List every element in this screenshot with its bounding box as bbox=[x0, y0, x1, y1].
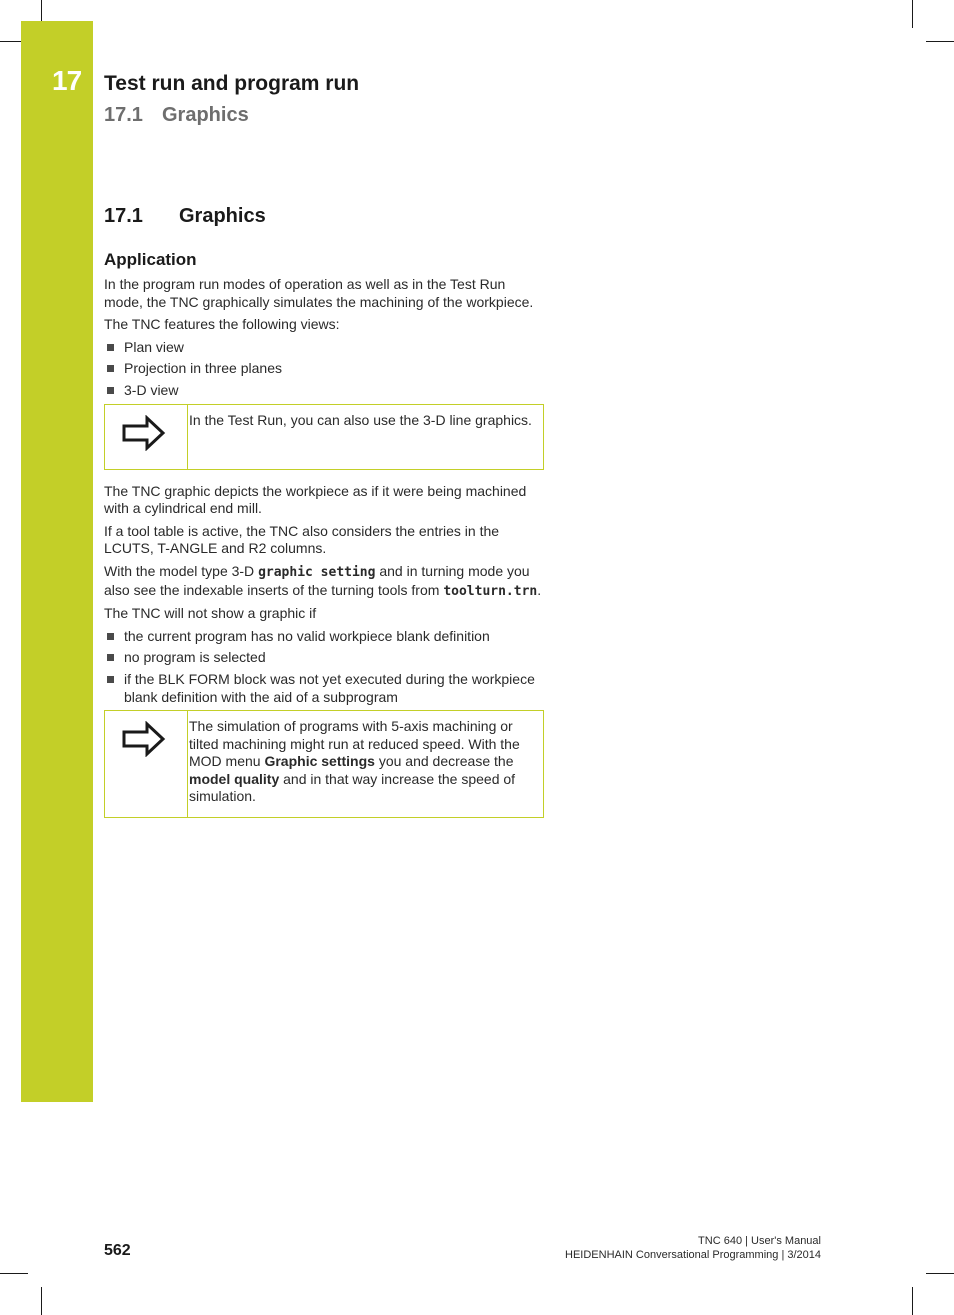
note-box bbox=[104, 710, 544, 818]
list-item: no program is selected bbox=[104, 649, 544, 667]
square-bullet-icon bbox=[107, 676, 114, 683]
footer-line-manual: TNC 640 | User's Manual bbox=[698, 1235, 821, 1247]
graphic-setting-term: graphic setting bbox=[258, 564, 376, 580]
chapter-number: 17 bbox=[52, 65, 82, 96]
views-list bbox=[104, 339, 544, 400]
list-item: 3-D view bbox=[104, 382, 544, 400]
list-item: the current program has no valid workpiece blank definition bbox=[104, 628, 544, 646]
chapter-section-number: 17.1 bbox=[104, 104, 143, 126]
square-bullet-icon bbox=[107, 387, 114, 394]
note-icon-cell bbox=[105, 711, 188, 817]
square-bullet-icon bbox=[107, 654, 114, 661]
model-paragraph: With the model type 3-D graphic setting and in turning mode you also see the indexable inserts of the turning tools from toolturn.trn. bbox=[104, 562, 542, 599]
crop-mark bbox=[41, 1287, 42, 1315]
no-graphic-intro: The TNC will not show a graphic if bbox=[104, 605, 317, 622]
arrow-right-outline-icon bbox=[121, 721, 167, 757]
note-text: The simulation of programs with 5-axis machining or tilted machining might run at reduced speed. With the MOD menu Graphic settings you and decrease the model quality and in that way increase the speed of simulation. bbox=[189, 718, 520, 805]
filename-term: toolturn.trn bbox=[443, 583, 538, 599]
crop-mark bbox=[926, 41, 954, 42]
crop-mark bbox=[912, 0, 913, 28]
crop-mark bbox=[0, 1273, 28, 1274]
list-item: Projection in three planes bbox=[104, 360, 544, 378]
depicts-paragraph: The TNC graphic depicts the workpiece as if it were being machined with a cylindrical end mill. bbox=[104, 482, 527, 517]
square-bullet-icon bbox=[107, 365, 114, 372]
chapter-section-heading bbox=[104, 104, 249, 127]
note-icon-cell bbox=[105, 405, 188, 469]
note-box bbox=[104, 404, 544, 470]
main-content bbox=[104, 205, 544, 831]
footer-line-publisher: HEIDENHAIN Conversational Programming | 3/2014 bbox=[565, 1249, 821, 1261]
no-graphic-list bbox=[104, 628, 544, 706]
chapter-title: Test run and program run bbox=[104, 72, 360, 95]
section-heading bbox=[104, 205, 544, 228]
square-bullet-icon bbox=[107, 344, 114, 351]
intro-paragraph: In the program run modes of operation as well as in the Test Run mode, the TNC graphically simulates the machining of the workpiece. bbox=[104, 276, 534, 310]
views-intro: The TNC features the following views: bbox=[104, 316, 340, 333]
square-bullet-icon bbox=[107, 633, 114, 640]
footer-info bbox=[565, 1234, 821, 1262]
chapter-sidebar bbox=[21, 21, 93, 1102]
tooltable-paragraph: If a tool table is active, the TNC also considers the entries in the LCUTS, T-ANGLE and R2 columns. bbox=[104, 522, 500, 557]
section-title: Graphics bbox=[179, 205, 266, 227]
note-text: In the Test Run, you can also use the 3-D line graphics. bbox=[189, 411, 532, 428]
list-item: if the BLK FORM block was not yet executed during the workpiece blank definition with the aid of a subprogram bbox=[104, 671, 544, 706]
section-number: 17.1 bbox=[104, 205, 143, 227]
crop-mark bbox=[926, 1273, 954, 1274]
subheading-application: Application bbox=[104, 250, 197, 269]
model-quality-term: model quality bbox=[189, 770, 280, 787]
crop-mark bbox=[912, 1287, 913, 1315]
page-number: 562 bbox=[104, 1242, 131, 1259]
arrow-right-outline-icon bbox=[121, 415, 167, 451]
chapter-section-title: Graphics bbox=[162, 104, 249, 126]
graphic-settings-term: Graphic settings bbox=[264, 753, 375, 770]
list-item: Plan view bbox=[104, 339, 544, 357]
